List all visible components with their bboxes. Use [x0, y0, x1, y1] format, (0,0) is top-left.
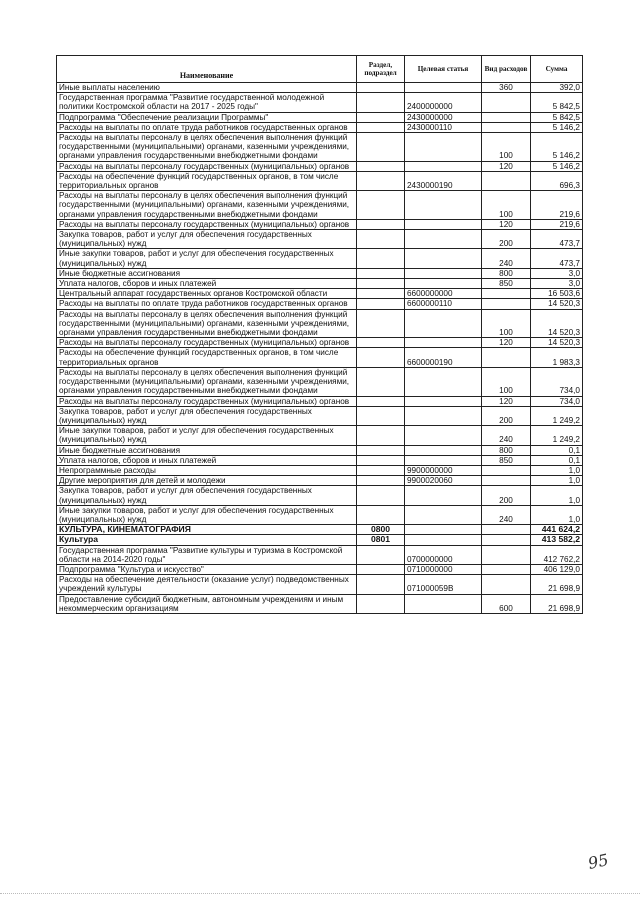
row-section-cell: [357, 112, 405, 122]
row-article-cell: 0700000000: [405, 545, 482, 564]
row-article-cell: 6600000190: [405, 348, 482, 367]
table-row: [57, 289, 583, 299]
row-section-cell: [357, 406, 405, 425]
row-sum-cell: 1 249,2: [531, 406, 583, 425]
row-type-cell: 200: [482, 486, 531, 505]
row-name-cell: Расходы на выплаты персоналу в целях обеспечения выполнения функций государственными (муниципальными) органами, казенными учреждениями, органами управления государственными внебюджетными фондами: [57, 367, 357, 396]
table-row: [57, 279, 583, 289]
row-name-cell: Расходы на выплаты персоналу государственных (муниципальных) органов: [57, 161, 357, 171]
row-type-cell: 100: [482, 309, 531, 338]
row-name-cell: Закупка товаров, работ и услуг для обеспечения государственных (муниципальных) нужд: [57, 406, 357, 425]
table-row: [57, 505, 583, 524]
row-type-cell: 120: [482, 338, 531, 348]
row-section-cell: 0801: [357, 535, 405, 545]
row-name-cell: Государственная программа "Развитие культуры и туризма в Костромской области на 2014-2020 годы": [57, 545, 357, 564]
table-row: [57, 396, 583, 406]
budget-table: [56, 55, 583, 614]
row-name-cell: Расходы на обеспечение функций государственных органов, в том числе территориальных органов: [57, 171, 357, 190]
row-sum-cell: 16 503,6: [531, 289, 583, 299]
row-name-cell: Расходы на выплаты по оплате труда работников государственных органов: [57, 299, 357, 309]
header-name: Наименование: [57, 56, 357, 83]
row-sum-cell: 1,0: [531, 505, 583, 524]
table-row: [57, 575, 583, 594]
row-name-cell: Расходы на выплаты персоналу государственных (муниципальных) органов: [57, 396, 357, 406]
row-sum-cell: 5 842,5: [531, 93, 583, 112]
row-name-cell: Расходы на выплаты по оплате труда работников государственных органов: [57, 122, 357, 132]
table-row: [57, 93, 583, 112]
row-type-cell: [482, 289, 531, 299]
row-sum-cell: 392,0: [531, 83, 583, 93]
row-article-cell: [405, 309, 482, 338]
row-type-cell: 850: [482, 455, 531, 465]
table-row: [57, 426, 583, 445]
row-type-cell: [482, 535, 531, 545]
row-section-cell: [357, 348, 405, 367]
table-row: [57, 445, 583, 455]
row-name-cell: Иные закупки товаров, работ и услуг для обеспечения государственных (муниципальных) нужд: [57, 249, 357, 268]
page-number: 95: [586, 850, 611, 873]
table-row: [57, 486, 583, 505]
row-sum-cell: 413 582,2: [531, 535, 583, 545]
row-section-cell: [357, 594, 405, 613]
row-type-cell: 100: [482, 367, 531, 396]
row-sum-cell: 0,1: [531, 445, 583, 455]
scan-edge-line: [0, 893, 640, 894]
row-sum-cell: 734,0: [531, 396, 583, 406]
row-sum-cell: 3,0: [531, 279, 583, 289]
row-sum-cell: 14 520,3: [531, 299, 583, 309]
row-section-cell: [357, 455, 405, 465]
row-article-cell: 6600000110: [405, 299, 482, 309]
row-sum-cell: 14 520,3: [531, 338, 583, 348]
row-article-cell: [405, 455, 482, 465]
row-sum-cell: 1,0: [531, 465, 583, 475]
row-article-cell: [405, 367, 482, 396]
table-row: [57, 122, 583, 132]
row-article-cell: 6600000000: [405, 289, 482, 299]
row-section-cell: [357, 161, 405, 171]
row-section-cell: [357, 219, 405, 229]
row-sum-cell: 5 842,5: [531, 112, 583, 122]
row-type-cell: 800: [482, 445, 531, 455]
row-type-cell: [482, 564, 531, 574]
row-type-cell: 120: [482, 161, 531, 171]
row-sum-cell: 406 129,0: [531, 564, 583, 574]
row-sum-cell: 0,1: [531, 455, 583, 465]
table-row: [57, 219, 583, 229]
row-section-cell: [357, 299, 405, 309]
row-section-cell: [357, 445, 405, 455]
row-article-cell: [405, 249, 482, 268]
row-section-cell: [357, 564, 405, 574]
table-row: [57, 594, 583, 613]
row-article-cell: 2400000000: [405, 93, 482, 112]
row-type-cell: [482, 476, 531, 486]
row-name-cell: Непрограммные расходы: [57, 465, 357, 475]
row-section-cell: 0800: [357, 525, 405, 535]
row-name-cell: КУЛЬТУРА, КИНЕМАТОГРАФИЯ: [57, 525, 357, 535]
row-article-cell: [405, 230, 482, 249]
row-type-cell: 800: [482, 268, 531, 278]
row-section-cell: [357, 171, 405, 190]
table-row: [57, 525, 583, 535]
row-type-cell: [482, 545, 531, 564]
row-type-cell: 240: [482, 426, 531, 445]
row-name-cell: Иные закупки товаров, работ и услуг для обеспечения государственных (муниципальных) нужд: [57, 505, 357, 524]
row-article-cell: [405, 426, 482, 445]
header-article: Целевая статья: [405, 56, 482, 83]
table-row: [57, 367, 583, 396]
row-sum-cell: 3,0: [531, 268, 583, 278]
table-row: [57, 564, 583, 574]
row-name-cell: Иные бюджетные ассигнования: [57, 268, 357, 278]
row-sum-cell: 473,7: [531, 230, 583, 249]
table-row: [57, 465, 583, 475]
row-sum-cell: 1 249,2: [531, 426, 583, 445]
row-type-cell: [482, 93, 531, 112]
row-name-cell: Расходы на выплаты персоналу в целях обеспечения выполнения функций государственными (муниципальными) органами, казенными учреждениями, органами управления государственными внебюджетными фондами: [57, 309, 357, 338]
row-name-cell: Подпрограмма "Культура и искусство": [57, 564, 357, 574]
row-type-cell: 100: [482, 191, 531, 220]
row-name-cell: Закупка товаров, работ и услуг для обеспечения государственных (муниципальных) нужд: [57, 486, 357, 505]
row-article-cell: [405, 133, 482, 162]
row-sum-cell: 696,3: [531, 171, 583, 190]
row-type-cell: [482, 299, 531, 309]
row-section-cell: [357, 268, 405, 278]
row-article-cell: 0710000000: [405, 564, 482, 574]
header-sum: Сумма: [531, 56, 583, 83]
table-row: [57, 406, 583, 425]
row-section-cell: [357, 338, 405, 348]
row-section-cell: [357, 93, 405, 112]
row-section-cell: [357, 505, 405, 524]
row-article-cell: [405, 83, 482, 93]
row-article-cell: [405, 525, 482, 535]
row-type-cell: [482, 171, 531, 190]
table-row: [57, 191, 583, 220]
row-article-cell: [405, 161, 482, 171]
row-name-cell: Закупка товаров, работ и услуг для обеспечения государственных (муниципальных) нужд: [57, 230, 357, 249]
row-name-cell: Расходы на обеспечение деятельности (оказание услуг) подведомственных учреждений культуры: [57, 575, 357, 594]
row-sum-cell: 1 983,3: [531, 348, 583, 367]
row-type-cell: 850: [482, 279, 531, 289]
row-sum-cell: 21 698,9: [531, 594, 583, 613]
table-row: [57, 112, 583, 122]
row-section-cell: [357, 575, 405, 594]
row-sum-cell: 473,7: [531, 249, 583, 268]
row-name-cell: Расходы на выплаты персоналу в целях обеспечения выполнения функций государственными (муниципальными) органами, казенными учреждениями, органами управления государственными внебюджетными фондами: [57, 133, 357, 162]
table-row: [57, 161, 583, 171]
table-row: [57, 476, 583, 486]
row-type-cell: [482, 575, 531, 594]
row-type-cell: 100: [482, 133, 531, 162]
row-article-cell: 2430000000: [405, 112, 482, 122]
row-type-cell: 240: [482, 249, 531, 268]
row-name-cell: Уплата налогов, сборов и иных платежей: [57, 455, 357, 465]
row-section-cell: [357, 476, 405, 486]
row-article-cell: [405, 406, 482, 425]
row-type-cell: [482, 348, 531, 367]
table-row: [57, 545, 583, 564]
row-sum-cell: 734,0: [531, 367, 583, 396]
row-sum-cell: 1,0: [531, 476, 583, 486]
row-name-cell: Иные бюджетные ассигнования: [57, 445, 357, 455]
row-section-cell: [357, 309, 405, 338]
table-row: [57, 338, 583, 348]
row-article-cell: [405, 338, 482, 348]
row-name-cell: Государственная программа "Развитие государственной молодежной политики Костромской области на 2017 - 2025 годы": [57, 93, 357, 112]
row-sum-cell: 441 624,2: [531, 525, 583, 535]
row-section-cell: [357, 191, 405, 220]
row-name-cell: Расходы на выплаты персоналу государственных (муниципальных) органов: [57, 219, 357, 229]
row-article-cell: [405, 445, 482, 455]
row-sum-cell: 412 762,2: [531, 545, 583, 564]
row-section-cell: [357, 465, 405, 475]
row-sum-cell: 21 698,9: [531, 575, 583, 594]
table-row: [57, 133, 583, 162]
row-sum-cell: 5 146,2: [531, 133, 583, 162]
table-row: [57, 535, 583, 545]
row-type-cell: [482, 112, 531, 122]
table-row: [57, 249, 583, 268]
row-section-cell: [357, 249, 405, 268]
row-article-cell: [405, 486, 482, 505]
row-type-cell: [482, 122, 531, 132]
table-header: [57, 56, 583, 83]
row-section-cell: [357, 396, 405, 406]
row-section-cell: [357, 133, 405, 162]
row-name-cell: Расходы на выплаты персоналу государственных (муниципальных) органов: [57, 338, 357, 348]
row-section-cell: [357, 83, 405, 93]
row-article-cell: [405, 191, 482, 220]
row-type-cell: 120: [482, 219, 531, 229]
row-type-cell: 240: [482, 505, 531, 524]
row-article-cell: 9900000000: [405, 465, 482, 475]
row-article-cell: [405, 535, 482, 545]
row-type-cell: 200: [482, 230, 531, 249]
row-name-cell: Предоставление субсидий бюджетным, автономным учреждениям и иным некоммерческим организациям: [57, 594, 357, 613]
row-name-cell: Другие мероприятия для детей и молодежи: [57, 476, 357, 486]
row-type-cell: 600: [482, 594, 531, 613]
row-name-cell: Расходы на обеспечение функций государственных органов, в том числе территориальных органов: [57, 348, 357, 367]
row-name-cell: Подпрограмма "Обеспечение реализации Программы": [57, 112, 357, 122]
row-article-cell: 9900020060: [405, 476, 482, 486]
row-sum-cell: 14 520,3: [531, 309, 583, 338]
row-sum-cell: 1,0: [531, 486, 583, 505]
table-row: [57, 268, 583, 278]
row-type-cell: 360: [482, 83, 531, 93]
row-article-cell: 2430000110: [405, 122, 482, 132]
row-article-cell: [405, 268, 482, 278]
table-body: [57, 83, 583, 614]
row-sum-cell: 5 146,2: [531, 122, 583, 132]
row-sum-cell: 219,6: [531, 219, 583, 229]
row-type-cell: [482, 525, 531, 535]
row-section-cell: [357, 122, 405, 132]
row-article-cell: [405, 279, 482, 289]
row-article-cell: [405, 505, 482, 524]
table-row: [57, 348, 583, 367]
row-article-cell: [405, 594, 482, 613]
table-row: [57, 230, 583, 249]
row-type-cell: 200: [482, 406, 531, 425]
table-row: [57, 299, 583, 309]
row-section-cell: [357, 426, 405, 445]
table-row: [57, 171, 583, 190]
table-row: [57, 455, 583, 465]
row-name-cell: Уплата налогов, сборов и иных платежей: [57, 279, 357, 289]
row-name-cell: Иные выплаты населению: [57, 83, 357, 93]
row-section-cell: [357, 289, 405, 299]
header-section: Раздел, подраздел: [357, 56, 405, 83]
row-section-cell: [357, 367, 405, 396]
table-row: [57, 83, 583, 93]
header-type: Вид расходов: [482, 56, 531, 83]
row-type-cell: 120: [482, 396, 531, 406]
table-row: [57, 309, 583, 338]
row-sum-cell: 219,6: [531, 191, 583, 220]
row-name-cell: Иные закупки товаров, работ и услуг для обеспечения государственных (муниципальных) нужд: [57, 426, 357, 445]
row-name-cell: Центральный аппарат государственных органов Костромской области: [57, 289, 357, 299]
budget-document: [56, 55, 582, 614]
row-section-cell: [357, 545, 405, 564]
row-type-cell: [482, 465, 531, 475]
row-article-cell: [405, 219, 482, 229]
row-sum-cell: 5 146,2: [531, 161, 583, 171]
row-article-cell: [405, 396, 482, 406]
row-name-cell: Расходы на выплаты персоналу в целях обеспечения выполнения функций государственными (муниципальными) органами, казенными учреждениями, органами управления государственными внебюджетными фондами: [57, 191, 357, 220]
row-section-cell: [357, 486, 405, 505]
row-article-cell: 071000059В: [405, 575, 482, 594]
row-section-cell: [357, 230, 405, 249]
row-article-cell: 2430000190: [405, 171, 482, 190]
row-section-cell: [357, 279, 405, 289]
row-name-cell: Культура: [57, 535, 357, 545]
